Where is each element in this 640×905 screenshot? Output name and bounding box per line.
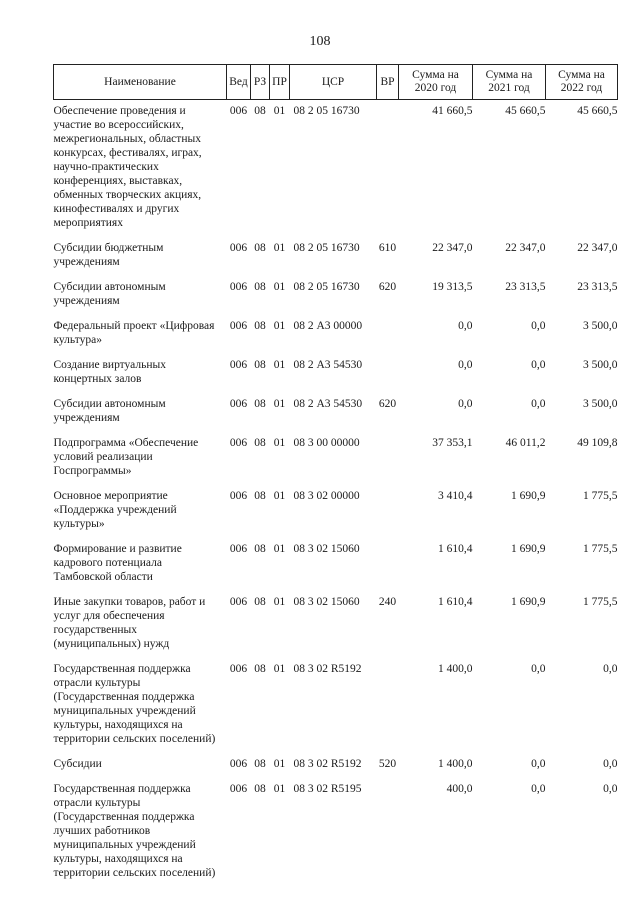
row-pr: 01: [273, 359, 286, 371]
row-pr: 01: [273, 758, 286, 770]
row-pr: 01: [273, 281, 286, 293]
row-csr: 08 2 05 16730: [293, 281, 360, 293]
row-sum-2022: 3 500,0: [583, 398, 618, 410]
row-pr: 01: [273, 663, 286, 675]
row-rz: 08: [254, 359, 266, 371]
row-sum-2020: 0,0: [458, 359, 473, 371]
row-vr: [377, 319, 399, 358]
row-csr: 08 2 А3 00000: [293, 320, 363, 332]
header-sum-2021: Сумма на 2021 год: [473, 65, 546, 100]
row-sum-2021: 0,0: [531, 398, 546, 410]
row-rz: 08: [254, 320, 266, 332]
row-pr: 01: [273, 242, 286, 254]
row-csr: 08 3 02 15060: [293, 543, 360, 555]
row-ved: 006: [229, 398, 248, 410]
table-row: [54, 319, 618, 358]
table-row: [54, 782, 618, 891]
table-row: [54, 662, 618, 757]
row-name: Федеральный проект «Цифровая культура»: [53, 320, 215, 346]
row-pr: 01: [273, 320, 286, 332]
header-name: Наименование: [54, 65, 227, 100]
header-vr: ВР: [377, 65, 399, 100]
row-sum-2022: 3 500,0: [583, 320, 618, 332]
row-vr: [377, 542, 399, 595]
row-ved: 006: [229, 663, 248, 675]
row-sum-2021: 23 313,5: [505, 281, 546, 293]
row-sum-2022: 45 660,5: [577, 105, 618, 117]
row-sum-2021: 45 660,5: [505, 105, 546, 117]
header-pr: ПР: [270, 65, 290, 100]
row-name: Подпрограмма «Обеспечение условий реализации Госпрограммы»: [53, 437, 199, 477]
row-sum-2021: 46 011,2: [505, 437, 546, 449]
row-sum-2020: 400,0: [446, 783, 473, 795]
row-name: Создание виртуальных концертных залов: [53, 359, 166, 385]
row-pr: 01: [273, 437, 286, 449]
header-rz: РЗ: [251, 65, 270, 100]
row-sum-2022: 0,0: [603, 783, 618, 795]
row-name: Субсидии: [53, 758, 102, 770]
table-row: [54, 280, 618, 319]
row-pr: 01: [273, 490, 286, 502]
row-sum-2021: 0,0: [531, 783, 546, 795]
row-sum-2022: 49 109,8: [577, 437, 618, 449]
row-name: Формирование и развитие кадрового потенциала Тамбовской области: [53, 543, 182, 583]
row-rz: 08: [254, 663, 266, 675]
table-row: [54, 397, 618, 436]
row-sum-2020: 41 660,5: [432, 105, 473, 117]
row-name: Государственная поддержка отрасли культуры (Государственная поддержка муниципальных учреждений культуры, находящихся на территории сельских поселений): [53, 663, 216, 745]
row-vr: 520: [378, 758, 397, 770]
row-sum-2020: 22 347,0: [432, 242, 473, 254]
row-rz: 08: [254, 543, 266, 555]
table-row: [54, 757, 618, 782]
row-name: Обеспечение проведения и участие во всероссийских, межрегиональных, областных конкурсах, фестивалях, играх, научно-практических конференциях, выставках, обменных творческих акциях, кинофестивалях и других мероприятиях: [53, 105, 202, 229]
row-pr: 01: [273, 783, 286, 795]
row-pr: 01: [273, 596, 286, 608]
row-csr: 08 3 02 00000: [293, 490, 360, 502]
row-ved: 006: [229, 543, 248, 555]
row-pr: 01: [273, 398, 286, 410]
table-row: [54, 542, 618, 595]
table-row: [54, 436, 618, 489]
row-sum-2021: 0,0: [531, 320, 546, 332]
row-rz: 08: [254, 758, 266, 770]
row-rz: 08: [254, 281, 266, 293]
row-ved: 006: [229, 596, 248, 608]
row-sum-2021: 1 690,9: [511, 543, 546, 555]
row-vr: 240: [378, 596, 397, 608]
row-vr: 620: [378, 398, 397, 410]
header-ved: Вед: [227, 65, 251, 100]
row-ved: 006: [229, 437, 248, 449]
row-sum-2022: 23 313,5: [577, 281, 618, 293]
row-sum-2020: 1 400,0: [438, 758, 473, 770]
page-number: 108: [309, 34, 331, 49]
row-csr: 08 2 А3 54530: [293, 398, 363, 410]
row-rz: 08: [254, 490, 266, 502]
row-csr: 08 2 А3 54530: [293, 359, 363, 371]
row-sum-2020: 1 400,0: [438, 663, 473, 675]
row-sum-2022: 0,0: [603, 758, 618, 770]
row-ved: 006: [229, 281, 248, 293]
row-sum-2021: 22 347,0: [505, 242, 546, 254]
row-ved: 006: [229, 359, 248, 371]
row-sum-2020: 1 610,4: [438, 543, 473, 555]
row-sum-2021: 0,0: [531, 663, 546, 675]
row-sum-2020: 0,0: [458, 320, 473, 332]
row-sum-2021: 0,0: [531, 359, 546, 371]
row-vr: [377, 436, 399, 489]
row-csr: 08 3 02 R5195: [293, 783, 362, 795]
row-csr: 08 3 00 00000: [293, 437, 360, 449]
row-ved: 006: [229, 758, 248, 770]
row-sum-2020: 0,0: [458, 398, 473, 410]
row-sum-2022: 1 775,5: [583, 596, 618, 608]
row-name: Субсидии автономным учреждениям: [53, 398, 166, 424]
row-rz: 08: [254, 398, 266, 410]
row-sum-2022: 1 775,5: [583, 543, 618, 555]
row-ved: 006: [229, 242, 248, 254]
row-csr: 08 2 05 16730: [293, 242, 360, 254]
row-name: Государственная поддержка отрасли культуры (Государственная поддержка лучших работников муниципальных учреждений культуры, находящихся на территории сельских поселений): [53, 783, 216, 879]
row-rz: 08: [254, 105, 266, 117]
row-sum-2021: 0,0: [531, 758, 546, 770]
row-pr: 01: [273, 105, 286, 117]
row-csr: 08 2 05 16730: [293, 105, 360, 117]
row-rz: 08: [254, 596, 266, 608]
header-sum-2022: Сумма на 2022 год: [546, 65, 618, 100]
row-csr: 08 3 02 R5192: [293, 663, 362, 675]
row-sum-2020: 19 313,5: [432, 281, 473, 293]
row-ved: 006: [229, 105, 248, 117]
row-sum-2022: 0,0: [603, 663, 618, 675]
row-vr: [377, 662, 399, 757]
row-sum-2022: 1 775,5: [583, 490, 618, 502]
row-rz: 08: [254, 242, 266, 254]
row-csr: 08 3 02 15060: [293, 596, 360, 608]
row-name: Иные закупки товаров, работ и услуг для обеспечения государственных (муниципальных) нужд: [53, 596, 206, 650]
row-rz: 08: [254, 783, 266, 795]
row-sum-2020: 37 353,1: [432, 437, 473, 449]
budget-table: [53, 64, 618, 891]
row-vr: [377, 100, 399, 242]
row-name: Субсидии бюджетным учреждениям: [53, 242, 164, 268]
row-vr: 620: [378, 281, 397, 293]
table-row: [54, 241, 618, 280]
row-vr: [377, 489, 399, 542]
table-row: [54, 358, 618, 397]
row-csr: 08 3 02 R5192: [293, 758, 362, 770]
row-sum-2021: 1 690,9: [511, 596, 546, 608]
row-vr: [377, 358, 399, 397]
row-vr: 610: [378, 242, 397, 254]
row-ved: 006: [229, 490, 248, 502]
table-row: [54, 595, 618, 662]
row-name: Субсидии автономным учреждениям: [53, 281, 166, 307]
table-row: [54, 100, 618, 242]
row-vr: [377, 782, 399, 891]
row-pr: 01: [273, 543, 286, 555]
row-sum-2020: 1 610,4: [438, 596, 473, 608]
row-ved: 006: [229, 783, 248, 795]
table-row: [54, 489, 618, 542]
header-sum-2020: Сумма на 2020 год: [399, 65, 473, 100]
header-csr: ЦСР: [290, 65, 377, 100]
row-ved: 006: [229, 320, 248, 332]
row-sum-2022: 3 500,0: [583, 359, 618, 371]
row-name: Основное мероприятие «Поддержка учреждений культуры»: [53, 490, 177, 530]
table-header-row: [54, 65, 618, 100]
row-sum-2021: 1 690,9: [511, 490, 546, 502]
row-sum-2022: 22 347,0: [577, 242, 618, 254]
row-rz: 08: [254, 437, 266, 449]
row-sum-2020: 3 410,4: [438, 490, 473, 502]
